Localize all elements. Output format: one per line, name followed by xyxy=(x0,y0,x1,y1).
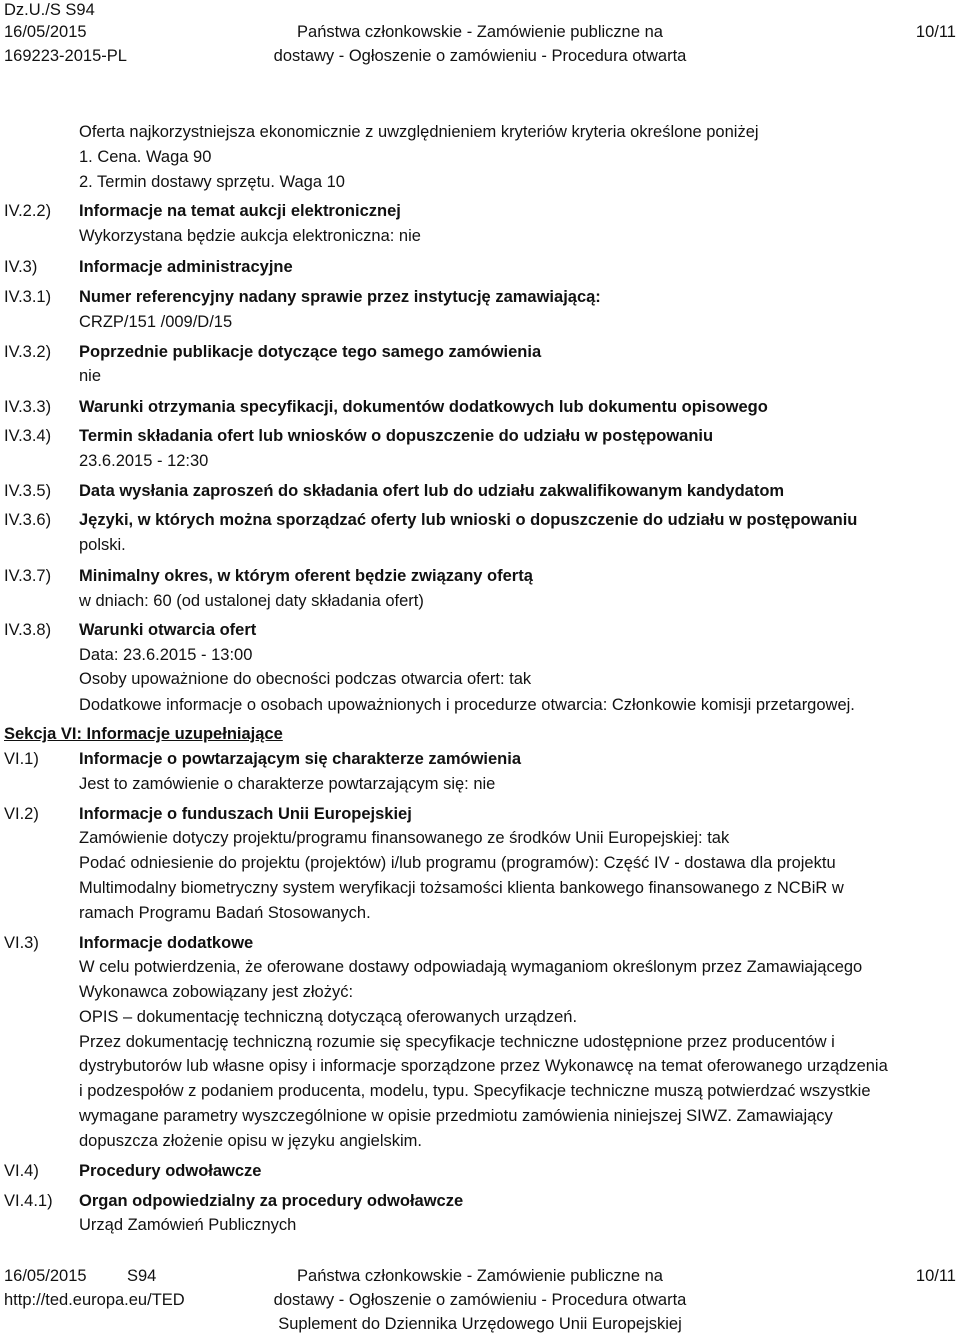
section-text: nie xyxy=(79,367,102,385)
section-number: VI.4) xyxy=(4,1162,39,1180)
section-text: Data: 23.6.2015 - 13:00 xyxy=(79,646,253,664)
section-text: Zamówienie dotyczy projektu/programu finansowanego ze środków Unii Europejskiej: tak xyxy=(79,829,730,847)
header-ref: 169223-2015-PL xyxy=(4,47,127,65)
section-text: Podać odniesienie do projektu (projektów) i/lub programu (programów): Część IV - dostawa dla projektu xyxy=(79,854,836,872)
section-title: Organ odpowiedzialny za procedury odwoławcze xyxy=(79,1192,464,1210)
footer-date: 16/05/2015 xyxy=(4,1267,87,1285)
section-number: IV.3.7) xyxy=(4,567,52,585)
criterion-2: 2. Termin dostawy sprzętu. Waga 10 xyxy=(79,173,345,191)
section-number: VI.3) xyxy=(4,934,39,952)
footer-issue: S94 xyxy=(127,1267,157,1285)
section-title: Numer referencyjny nadany sprawie przez instytucję zamawiającą: xyxy=(79,288,601,306)
footer-title-line2: dostawy - Ogłoszenie o zamówieniu - Procedura otwarta xyxy=(273,1291,687,1309)
section-title: Informacje dodatkowe xyxy=(79,934,254,952)
section-title: Minimalny okres, w którym oferent będzie związany ofertą xyxy=(79,567,533,585)
section-number: IV.3.3) xyxy=(4,398,52,416)
section-title: Warunki otrzymania specyfikacji, dokumentów dodatkowych lub dokumentu opisowego xyxy=(79,398,768,416)
section-text: Dodatkowe informacje o osobach upoważnionych i procedurze otwarcia: Członkowie komisji przetargowej. xyxy=(79,696,855,714)
section-title: Informacje na temat aukcji elektronicznej xyxy=(79,202,401,220)
header-page-number: 10/11 xyxy=(915,23,956,41)
criteria-intro: Oferta najkorzystniejsza ekonomicznie z uwzględnieniem kryteriów kryteria określone poniżej xyxy=(79,123,759,141)
criterion-1: 1. Cena. Waga 90 xyxy=(79,148,212,166)
section-text: i podzespołów z podaniem producenta, modelu, typu. Specyfikacje techniczne muszą potwierdzać wszystkie xyxy=(79,1082,871,1100)
section-text: OPIS – dokumentację techniczną dotyczącą oferowanych urządzeń. xyxy=(79,1008,578,1026)
header-date: 16/05/2015 xyxy=(4,23,87,41)
header-title-line1: Państwa członkowskie - Zamówienie publiczne na xyxy=(297,23,663,41)
section-title: Termin składania ofert lub wniosków o dopuszczenie do udziału w postępowaniu xyxy=(79,427,714,445)
section-number: VI.1) xyxy=(4,750,39,768)
section-text: w dniach: 60 (od ustalonej daty składania ofert) xyxy=(79,592,424,610)
section-text: dopuszcza złożenie opisu w języku angielskim. xyxy=(79,1132,423,1150)
section-text: Wykorzystana będzie aukcja elektroniczna: nie xyxy=(79,227,421,245)
section-text: Osoby upoważnione do obecności podczas otwarcia ofert: tak xyxy=(79,670,532,688)
footer-title-line1: Państwa członkowskie - Zamówienie publiczne na xyxy=(297,1267,663,1285)
section-number: IV.3.8) xyxy=(4,621,52,639)
section-title: Procedury odwoławcze xyxy=(79,1162,262,1180)
section-number: IV.2.2) xyxy=(4,202,52,220)
footer-page-number: 10/11 xyxy=(915,1267,956,1285)
section-text: ramach Programu Badań Stosowanych. xyxy=(79,904,371,922)
section-number: IV.3.5) xyxy=(4,482,52,500)
section-title: Informacje o powtarzającym się charakterze zamówienia xyxy=(79,750,522,768)
section-text: polski. xyxy=(79,536,126,554)
section-title: Warunki otwarcia ofert xyxy=(79,621,257,639)
section-text: Wykonawca zobowiązany jest złożyć: xyxy=(79,983,354,1001)
section-number: IV.3) xyxy=(4,258,38,276)
section-title: Data wysłania zaproszeń do składania ofert lub do udziału zakwalifikowanym kandydatom xyxy=(79,482,785,500)
footer-url[interactable]: http://ted.europa.eu/TED xyxy=(4,1291,185,1309)
section-text: CRZP/151 /009/D/15 xyxy=(79,313,233,331)
section-text: Przez dokumentację techniczną rozumie się specyfikacje techniczne udostępnione przez producentów i xyxy=(79,1033,835,1051)
header-title-line2: dostawy - Ogłoszenie o zamówieniu - Procedura otwarta xyxy=(273,47,687,65)
section-number: IV.3.1) xyxy=(4,288,52,306)
section-text: dystrybutorów lub własne opisy i informacje sporządzone przez Wykonawcę na temat oferowanego urządzenia xyxy=(79,1057,888,1075)
section-text: 23.6.2015 - 12:30 xyxy=(79,452,209,470)
section-title: Informacje administracyjne xyxy=(79,258,293,276)
section-number: VI.2) xyxy=(4,805,39,823)
section-text: Multimodalny biometryczny system weryfikacji tożsamości klienta bankowego finansowanego z NCBiR w xyxy=(79,879,844,897)
section-number: IV.3.6) xyxy=(4,511,52,529)
section-text: Jest to zamówienie o charakterze powtarzającym się: nie xyxy=(79,775,496,793)
section-title: Informacje o funduszach Unii Europejskiej xyxy=(79,805,412,823)
section-number: VI.4.1) xyxy=(4,1192,53,1210)
header-journal: Dz.U./S S94 xyxy=(4,1,95,19)
section-vi-heading: Sekcja VI: Informacje uzupełniające xyxy=(4,725,283,743)
footer-title-line3: Suplement do Dziennika Urzędowego Unii Europejskiej xyxy=(278,1315,682,1333)
section-text: wymagane parametry wyszczególnione w opisie przedmiotu zamówienia niniejszej SIWZ. Zamawiający xyxy=(79,1107,833,1125)
section-number: IV.3.2) xyxy=(4,343,52,361)
section-text: Urząd Zamówień Publicznych xyxy=(79,1216,297,1234)
section-title: Języki, w których można sporządzać oferty lub wnioski o dopuszczenie do udziału w postępowaniu xyxy=(79,511,858,529)
section-text: W celu potwierdzenia, że oferowane dostawy odpowiadają wymaganiom określonym przez Zamawiającego xyxy=(79,958,863,976)
section-title: Poprzednie publikacje dotyczące tego samego zamówienia xyxy=(79,343,542,361)
section-number: IV.3.4) xyxy=(4,427,52,445)
